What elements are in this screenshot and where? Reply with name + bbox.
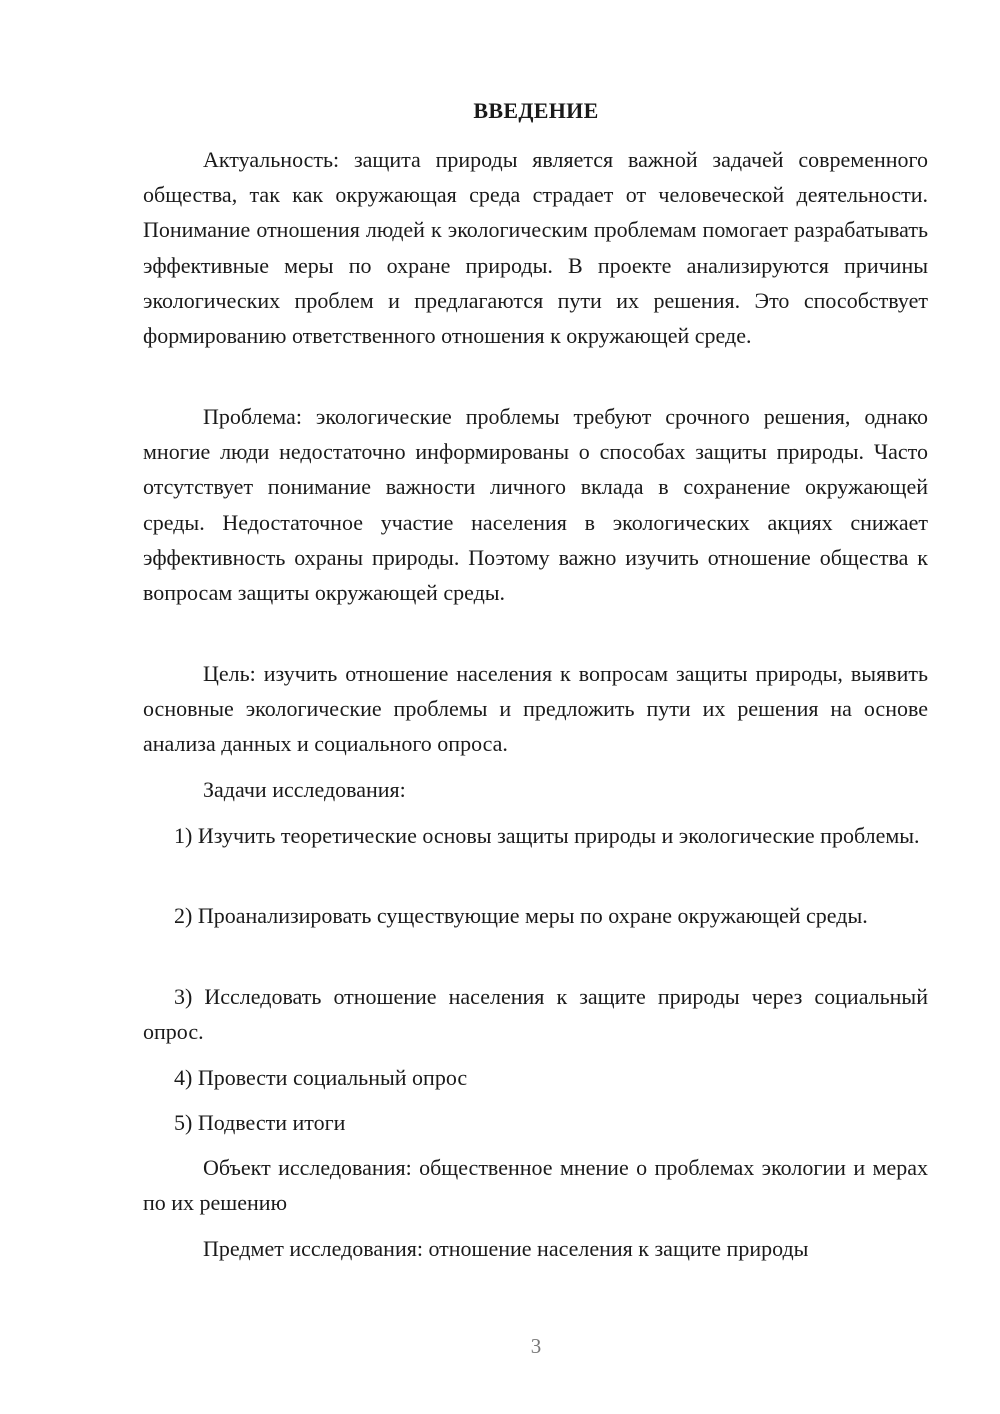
page-title: ВВЕДЕНИЕ: [473, 98, 599, 123]
page-number: 3: [530, 1334, 542, 1358]
paragraph-object: Объект исследования: общественное мнение о проблемах экологии и мерах по их решению: [143, 1155, 928, 1216]
task-item-4: 4) Провести социальный опрос: [174, 1065, 468, 1090]
task-item-1: 1) Изучить теоретические основы защиты природы и экологические проблемы.: [174, 823, 920, 848]
paragraph-subject: Предмет исследования: отношение населения к защите природы: [203, 1236, 809, 1261]
paragraph-goal: Цель: изучить отношение населения к вопросам защиты природы, выявить основные экологические проблемы и предложить пути их решения на основе анализа данных и социального опроса.: [143, 661, 928, 757]
paragraph-relevance: Актуальность: защита природы является важной задачей современного общества, так как окружающая среда страдает от человеческой деятельности. Понимание отношения людей к экологическим проблемам помогает разрабатывать эффективные меры по охране природы. В проекте анализируются причины экологических проблем и предлагаются пути их решения. Это способствует формированию ответственного отношения к окружающей среде.: [143, 147, 928, 349]
paragraph-problem: Проблема: экологические проблемы требуют срочного решения, однако многие люди недостаточно информированы о способах защиты природы. Часто отсутствует понимание важности личного вклада в сохранение окружающей среды. Недостаточное участие населения в экологических акциях снижает эффективность охраны природы. Поэтому важно изучить отношение общества к вопросам защиты окружающей среды.: [143, 404, 928, 606]
paragraph-tasks-heading: Задачи исследования:: [203, 777, 406, 802]
task-item-2: 2) Проанализировать существующие меры по охране окружающей среды.: [174, 903, 868, 928]
task-item-5: 5) Подвести итоги: [174, 1110, 346, 1135]
task-item-3: 3) Исследовать отношение населения к защите природы через социальный опрос.: [143, 984, 928, 1045]
